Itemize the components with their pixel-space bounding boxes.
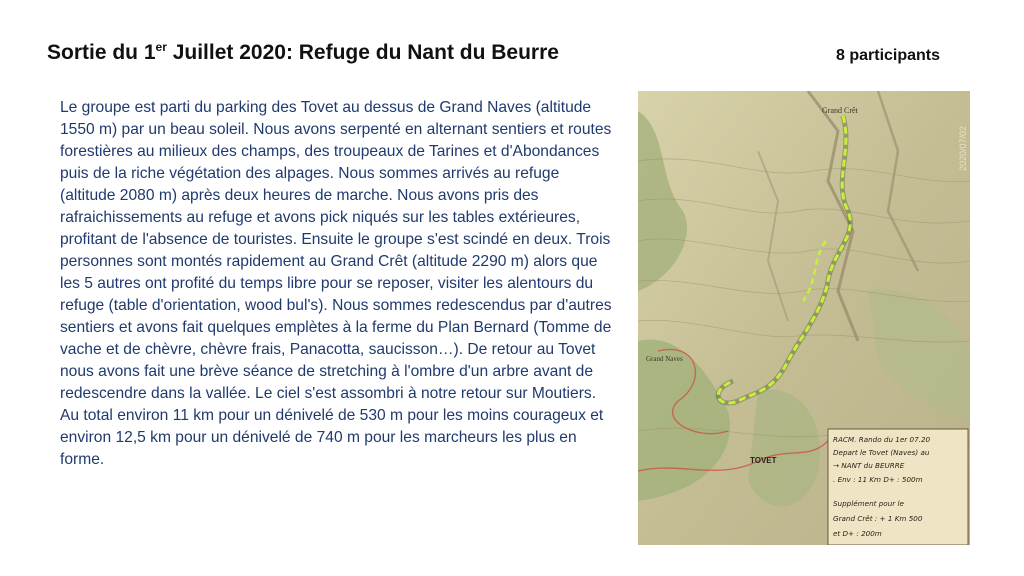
note-line: et D+ : 200m bbox=[833, 529, 882, 538]
handwritten-note bbox=[828, 429, 968, 545]
title-prefix: Sortie du 1 bbox=[47, 41, 156, 64]
map-label: Grand Naves bbox=[646, 355, 683, 363]
title-superscript: er bbox=[155, 40, 167, 54]
slide-title bbox=[47, 40, 559, 65]
map-drawing bbox=[638, 91, 970, 545]
note-line: → NANT du BEURRE bbox=[833, 461, 905, 470]
map-label: TOVET bbox=[750, 456, 777, 465]
note-line: Grand Crêt : + 1 Km 500 bbox=[833, 514, 923, 523]
note-line: . Env : 11 Km D+ : 500m bbox=[833, 475, 923, 484]
note-line: Depart le Tovet (Naves) au bbox=[833, 448, 930, 457]
photo-date-stamp: 2020/07/02 bbox=[958, 125, 968, 171]
hiking-map-photo bbox=[638, 91, 970, 545]
note-line: RACM. Rando du 1er 07.20 bbox=[833, 435, 931, 444]
map-label: Grand Crêt bbox=[822, 106, 858, 115]
participants-count: 8 participants bbox=[836, 47, 941, 64]
note-line: Supplément pour le bbox=[833, 499, 904, 508]
title-suffix: Juillet 2020: Refuge du Nant du Beurre bbox=[166, 41, 559, 64]
body-paragraph: Le groupe est parti du parking des Tovet au dessus de Grand Naves (altitude 1550 m) par un beau soleil. Nous avons serpenté en alternant sentiers et routes forestières au milieux des champs, des troupeaux de Tarines et d'Abondances puis de la riche végétation des alpages. Nous sommes arrivés au refuge (altitude 2080 m) après deux heures de marche. Nous avons pris des rafraichissements au refuge et avons pick niqués sur les tables extérieures, profitant de l'absence de touristes. Ensuite le groupe s'est scindé en deux. Trois personnes sont montés rapidement au Grand Crêt (altitude 2290 m) alors que les 5 autres ont profité du temps libre pour se reposer, visiter les alentours du refuge (table d'orientation, wood bul's). Nous sommes redescendus par d'autres sentiers et avons fait quelques emplètes à la ferme du Plan Bernard (Tomme de vache et de chèvre, chèvre frais, Panacotta, saucisson…). De retour au Tovet nous avons fait une brève séance de stretching à l'ombre d'un arbre avant de redescendre dans la vallée. Le ciel s'est assombri à notre retour sur Moutiers. Au total environ 11 km pour un dénivelé de 530 m pour les moins courageux et environ 12,5 km pour un dénivelé de 740 m pour les marcheurs les plus en forme. bbox=[60, 99, 612, 468]
